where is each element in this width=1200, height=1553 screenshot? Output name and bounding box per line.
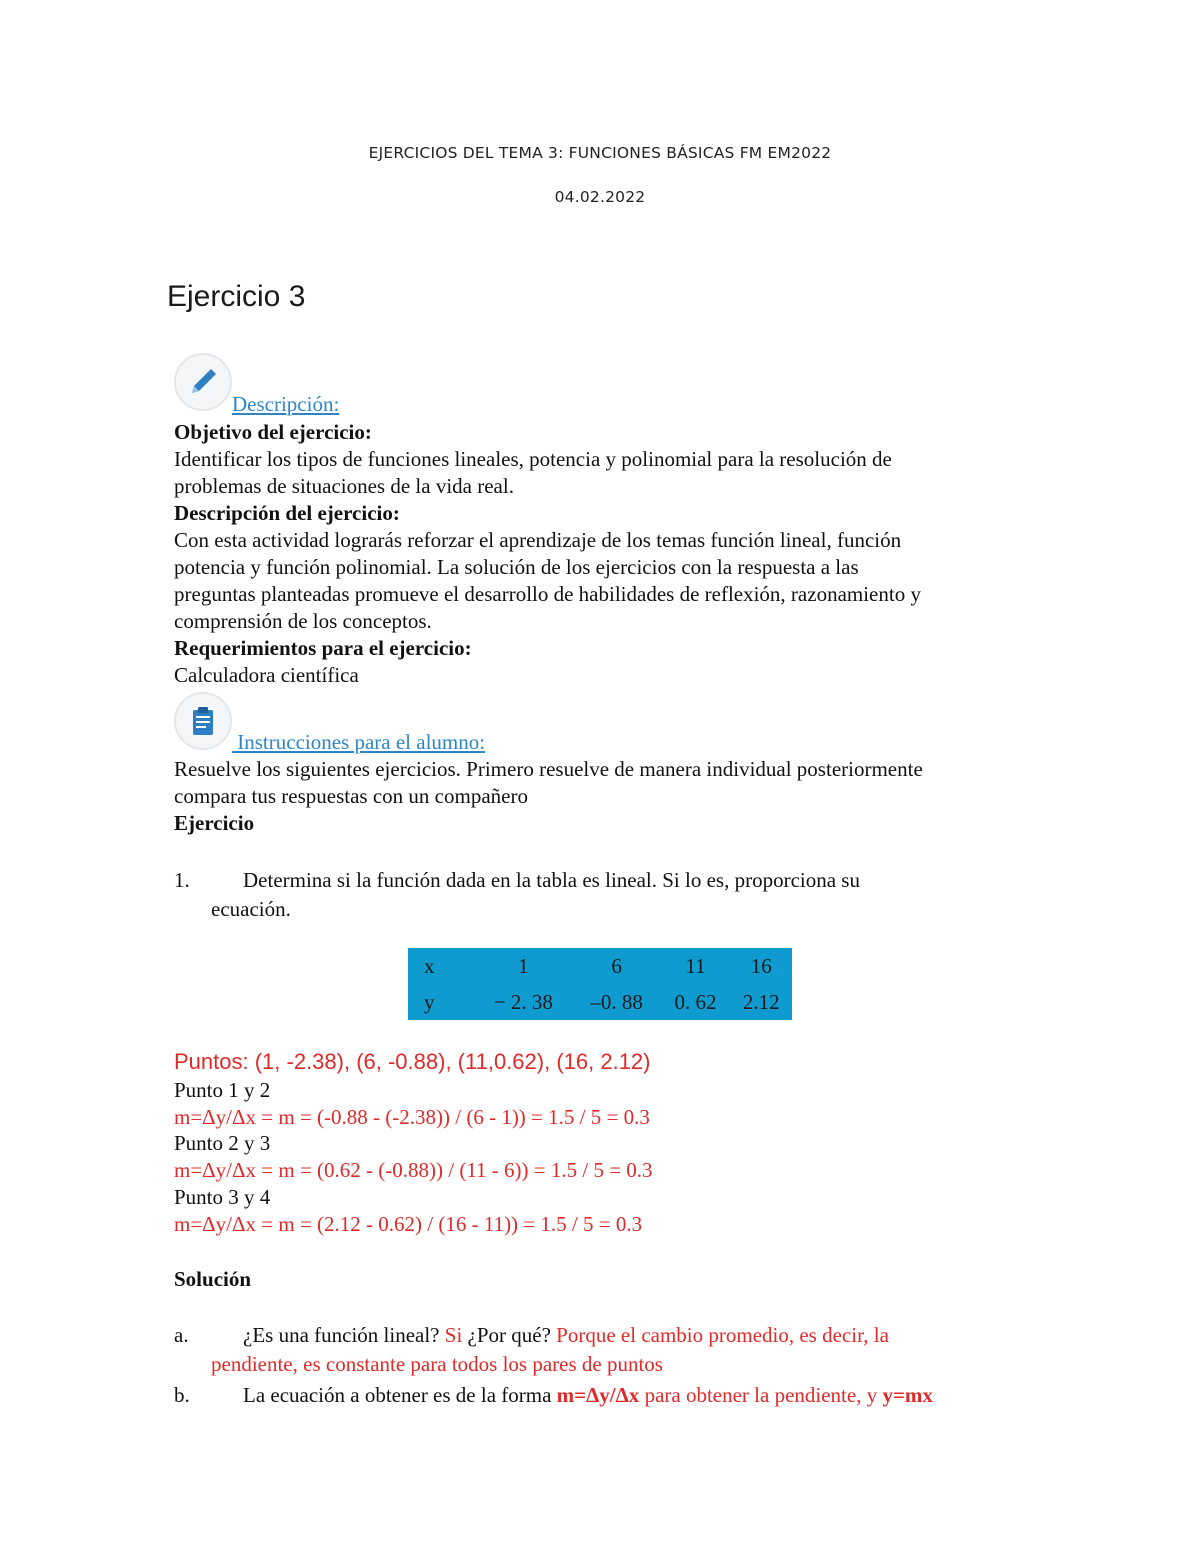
table-cell: x (424, 953, 435, 978)
instrucciones-link[interactable]: Instrucciones para el alumno: (232, 730, 486, 754)
descripcion-text-line: comprensión de los conceptos. (174, 609, 432, 633)
puntos-text: Puntos: (1, -2.38), (6, -0.88), (11,0.62), (16, 2.12) (174, 1049, 651, 1074)
requerimientos-title: Requerimientos para el ejercicio: (174, 636, 472, 660)
descripcion-text-line: Con esta actividad lograrás reforzar el aprendizaje de los temas función lineal, función (174, 528, 902, 552)
data-table (408, 948, 792, 1020)
answer-b-text: para obtener la pendiente, y (639, 1383, 883, 1407)
clipboard-icon (174, 692, 232, 750)
ejercicio-title: Ejercicio (174, 811, 255, 835)
formula: y=mx (882, 1383, 933, 1407)
requerimientos-text: Calculadora científica (174, 663, 359, 687)
answer-b-line (243, 1382, 933, 1409)
table-cell: 16 (750, 953, 772, 978)
step-calc: m=Δy/Δx = m = (2.12 - 0.62) / (16 - 11)) = 1.5 / 5 = 0.3 (174, 1212, 643, 1236)
item-marker: a. (174, 1323, 189, 1347)
objetivo-text-line: problemas de situaciones de la vida real. (174, 474, 514, 498)
table-cell: 1 (518, 953, 529, 978)
question-text: ¿Es una función lineal? (243, 1323, 440, 1347)
problem-text-line: ecuación. (211, 897, 291, 921)
solucion-title: Solución (174, 1267, 252, 1291)
pencil-icon (174, 353, 232, 411)
objetivo-text-line: Identificar los tipos de funciones lineales, potencia y polinomial para la resolución de (174, 447, 892, 471)
instrucciones-text-line: Resuelve los siguientes ejercicios. Primero resuelve de manera individual posteriormente (174, 757, 923, 781)
step-label: Punto 2 y 3 (174, 1131, 271, 1155)
table-cell: 6 (611, 953, 622, 978)
step-calc: m=Δy/Δx = m = (-0.88 - (-2.38)) / (6 - 1)) = 1.5 / 5 = 0.3 (174, 1105, 650, 1129)
table-cell: 0. 62 (674, 989, 717, 1014)
document-date: 04.02.2022 (554, 188, 646, 206)
answer-text: pendiente, es constante para todos los pares de puntos (211, 1352, 663, 1376)
table-cell: 11 (685, 953, 706, 978)
answer-si: Si (439, 1323, 468, 1347)
exercise-heading: Ejercicio 3 (167, 280, 306, 313)
problem-text-line: Determina si la función dada en la tabla es lineal. Si lo es, proporciona su (243, 868, 860, 892)
table-cell: − 2. 38 (493, 989, 553, 1014)
table-cell: 2.12 (742, 989, 780, 1014)
step-calc: m=Δy/Δx = m = (0.62 - (-0.88)) / (11 - 6)) = 1.5 / 5 = 0.3 (174, 1158, 653, 1182)
descripcion-title: Descripción del ejercicio: (174, 501, 400, 525)
formula: m=Δy/Δx (556, 1383, 640, 1407)
step-label: Punto 3 y 4 (174, 1185, 271, 1209)
problem-number: 1. (174, 868, 190, 892)
step-label: Punto 1 y 2 (174, 1078, 271, 1102)
table-cell: y (424, 989, 435, 1014)
descripcion-text-line: preguntas planteadas promueve el desarrollo de habilidades de reflexión, razonamiento y (174, 582, 921, 606)
question-text: ¿Por qué? (467, 1323, 551, 1347)
objetivo-title: Objetivo del ejercicio: (174, 420, 372, 444)
answer-a-line (243, 1322, 889, 1349)
descripcion-link[interactable]: Descripción: (232, 392, 340, 416)
instrucciones-text-line: compara tus respuestas con un compañero (174, 784, 528, 808)
answer-text: Porque el cambio promedio, es decir, la (550, 1323, 889, 1347)
answer-b-text: La ecuación a obtener es de la forma (243, 1383, 557, 1407)
table-row (408, 948, 792, 984)
document-title: EJERCICIOS DEL TEMA 3: FUNCIONES BÁSICAS FM EM2022 (368, 144, 832, 162)
item-marker: b. (174, 1383, 190, 1407)
table-cell: –0. 88 (590, 989, 643, 1014)
table-row (408, 984, 792, 1020)
descripcion-text-line: potencia y función polinomial. La solución de los ejercicios con la respuesta a las (174, 555, 859, 579)
